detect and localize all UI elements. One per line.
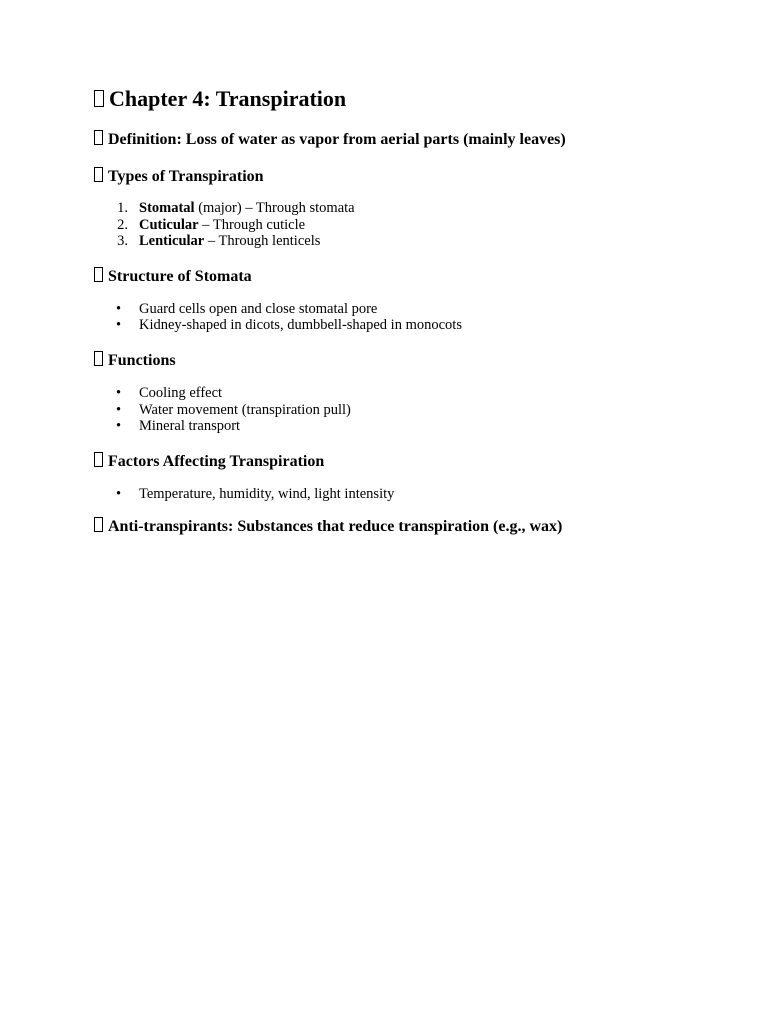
missing-glyph-icon: [94, 167, 103, 182]
anti-transpirants-heading: [94, 516, 734, 538]
types-list: [94, 200, 734, 250]
list-number: 3.: [117, 233, 128, 250]
list-text: Mineral transport: [139, 418, 241, 435]
factors-list: [94, 486, 734, 503]
bullet-icon: •: [116, 300, 122, 317]
list-text: – Through cuticle: [198, 216, 306, 233]
list-item: [94, 418, 734, 435]
missing-glyph-icon: [94, 267, 103, 282]
list-text: Kidney-shaped in dicots, dumbbell-shaped in monocots: [139, 317, 462, 334]
bullet-icon: •: [116, 485, 122, 502]
factors-heading-text: Factors Affecting Transpiration: [108, 452, 325, 470]
definition-text: Definition: Loss of water as vapor from aerial parts (mainly leaves): [108, 131, 566, 148]
chapter-title-text: Chapter 4: Transpiration: [109, 86, 347, 111]
list-term: Cuticular: [139, 216, 199, 233]
list-number: 2.: [117, 216, 128, 233]
missing-glyph-icon: [94, 351, 103, 366]
missing-glyph-icon: [94, 130, 103, 145]
list-item: [94, 385, 734, 402]
list-text: Temperature, humidity, wind, light intensity: [139, 485, 395, 502]
missing-glyph-icon: [94, 517, 103, 532]
definition-heading: [94, 129, 734, 151]
types-heading-text: Types of Transpiration: [108, 168, 264, 185]
stomata-list: [94, 301, 734, 334]
factors-heading: [94, 451, 734, 473]
types-heading: [94, 166, 734, 188]
list-item: [94, 317, 734, 334]
list-number: 1.: [117, 200, 128, 216]
stomata-heading-text: Structure of Stomata: [108, 267, 252, 285]
list-item: [94, 217, 734, 234]
anti-transpirants-text: Anti-transpirants: Substances that reduce transpiration (e.g., wax): [108, 518, 563, 536]
list-term: Stomatal: [139, 200, 195, 216]
stomata-heading: [94, 266, 734, 288]
list-text: Cooling effect: [139, 384, 223, 401]
bullet-icon: •: [116, 384, 122, 401]
chapter-title: [94, 84, 734, 114]
list-text: (major) – Through stomata: [194, 200, 355, 216]
list-item: [94, 233, 734, 250]
list-text: – Through lenticels: [204, 233, 321, 250]
list-text: Guard cells open and close stomatal pore: [139, 300, 378, 317]
bullet-icon: •: [116, 317, 122, 334]
functions-heading: [94, 350, 734, 372]
list-item: [94, 200, 734, 217]
bullet-icon: •: [116, 401, 122, 418]
list-term: Lenticular: [139, 233, 205, 250]
missing-glyph-icon: [94, 452, 103, 467]
document-page: [94, 84, 734, 538]
list-item: [94, 486, 734, 503]
list-text: Water movement (transpiration pull): [139, 401, 351, 418]
bullet-icon: •: [116, 418, 122, 435]
missing-glyph-icon: [94, 90, 104, 107]
functions-heading-text: Functions: [108, 351, 176, 369]
functions-list: [94, 385, 734, 435]
list-item: [94, 301, 734, 318]
list-item: [94, 402, 734, 419]
